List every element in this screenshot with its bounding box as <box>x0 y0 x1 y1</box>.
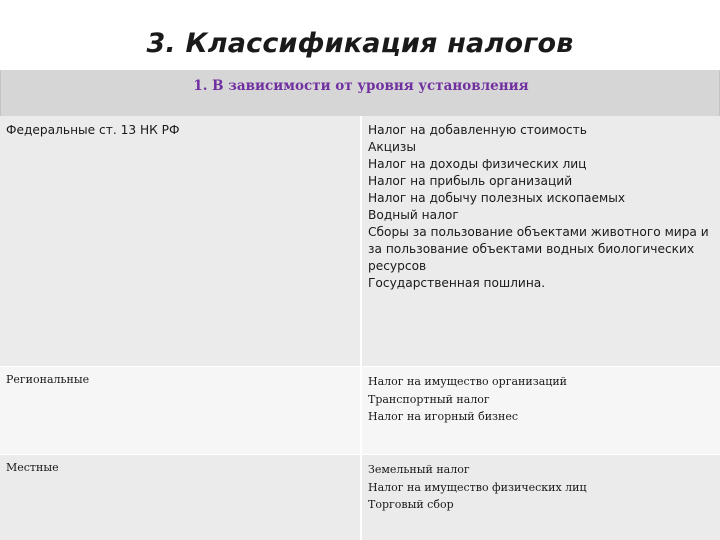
slide-title: 3. Классификация налогов <box>146 28 574 59</box>
tax-item: Сборы за пользование объектами животного мира и за пользование объектами водных биологических ресурсов <box>368 225 709 273</box>
tax-item: Акцизы <box>368 140 417 154</box>
column-divider <box>360 116 362 367</box>
level-cell-local: Местные <box>6 461 59 474</box>
column-divider <box>360 367 362 455</box>
table-row-local <box>0 455 720 540</box>
tax-item: Государственная пошлина. <box>368 276 546 290</box>
tax-item: Земельный налог <box>368 463 470 476</box>
tax-item: Транспортный налог <box>368 392 490 406</box>
tax-item: Налог на добычу полезных ископаемых <box>368 191 626 205</box>
table-header-row <box>0 70 720 116</box>
level-cell-federal: Федеральные ст. 13 НК РФ <box>6 123 180 137</box>
tax-item: Налог на прибыль организаций <box>368 174 573 188</box>
taxes-cell-regional <box>368 373 713 426</box>
tax-item: Налог на игорный бизнес <box>368 410 519 423</box>
column-divider <box>360 455 362 540</box>
tax-classification-table <box>0 70 720 540</box>
table-row-regional <box>0 367 720 455</box>
tax-item: Налог на имущество организаций <box>368 375 568 388</box>
table-header-text: 1. В зависимости от уровня установления <box>193 78 529 94</box>
tax-item: Налог на добавленную стоимость <box>368 123 587 137</box>
tax-item: Водный налог <box>368 208 459 222</box>
tax-item: Налог на имущество физических лиц <box>368 480 587 494</box>
taxes-cell-local <box>368 461 713 514</box>
table-row-federal <box>0 116 720 367</box>
tax-item: Торговый сбор <box>368 498 454 511</box>
level-cell-regional: Региональные <box>6 373 90 386</box>
taxes-cell-federal <box>368 122 713 292</box>
tax-item: Налог на доходы физических лиц <box>368 157 587 171</box>
